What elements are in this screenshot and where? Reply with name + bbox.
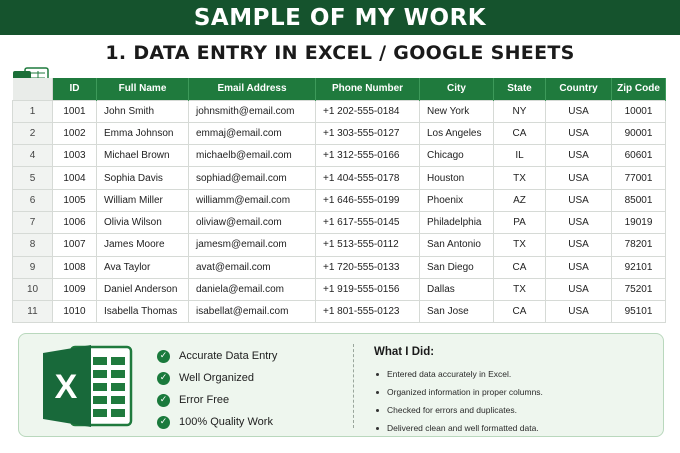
what-i-did-text: Checked for errors and duplicates. [387, 405, 517, 415]
cell-phone[interactable]: +1 303-555-0127 [316, 122, 420, 144]
feature-item [157, 345, 277, 367]
feature-label: Error Free [179, 394, 230, 406]
cell-phone[interactable]: +1 919-555-0156 [316, 278, 420, 300]
what-i-did-title: What I Did: [374, 346, 435, 358]
table-row [13, 122, 666, 144]
cell-phone[interactable]: +1 646-555-0199 [316, 189, 420, 211]
cell-city[interactable]: Los Angeles [420, 122, 494, 144]
cell-email[interactable]: michaelb@email.com [189, 145, 316, 167]
cell-country[interactable]: USA [546, 301, 612, 323]
row-number[interactable]: 4 [13, 145, 53, 167]
cell-country[interactable]: USA [546, 256, 612, 278]
cell-id[interactable]: 1006 [53, 211, 97, 233]
cell-id[interactable]: 1009 [53, 278, 97, 300]
row-number[interactable]: 11 [13, 301, 53, 323]
cell-phone[interactable]: +1 404-555-0178 [316, 167, 420, 189]
what-i-did-item [374, 365, 543, 383]
row-number[interactable]: 7 [13, 211, 53, 233]
row-number[interactable]: 8 [13, 234, 53, 256]
checkmark-icon: ✓ [157, 372, 170, 385]
table-row [13, 100, 666, 122]
cell-country[interactable]: USA [546, 145, 612, 167]
column-header-email[interactable]: Email Address [189, 78, 316, 100]
cell-state[interactable]: NY [494, 100, 546, 122]
data-table [12, 78, 666, 323]
cell-city[interactable]: San Jose [420, 301, 494, 323]
cell-state[interactable]: TX [494, 234, 546, 256]
cell-state[interactable]: PA [494, 211, 546, 233]
row-number[interactable]: 5 [13, 167, 53, 189]
cell-state[interactable]: CA [494, 301, 546, 323]
cell-phone[interactable]: +1 801-555-0123 [316, 301, 420, 323]
cell-email[interactable]: isabellat@email.com [189, 301, 316, 323]
cell-country[interactable]: USA [546, 167, 612, 189]
cell-full-name[interactable]: Isabella Thomas [97, 301, 189, 323]
row-number[interactable]: 10 [13, 278, 53, 300]
feature-item [157, 389, 277, 411]
cell-email[interactable]: jamesm@email.com [189, 234, 316, 256]
cell-zip[interactable]: 85001 [612, 189, 666, 211]
cell-country[interactable]: USA [546, 234, 612, 256]
what-i-did-text: Entered data accurately in Excel. [387, 369, 512, 379]
cell-state[interactable]: CA [494, 256, 546, 278]
cell-state[interactable]: TX [494, 278, 546, 300]
cell-full-name[interactable]: John Smith [97, 100, 189, 122]
cell-full-name[interactable]: James Moore [97, 234, 189, 256]
table-row [13, 234, 666, 256]
cell-id[interactable]: 1003 [53, 145, 97, 167]
cell-city[interactable]: Chicago [420, 145, 494, 167]
bullet-icon [376, 409, 379, 412]
row-number[interactable]: 6 [13, 189, 53, 211]
cell-email[interactable]: avat@email.com [189, 256, 316, 278]
checkmark-icon: ✓ [157, 416, 170, 429]
cell-phone[interactable]: +1 513-555-0112 [316, 234, 420, 256]
column-header-id[interactable]: ID [53, 78, 97, 100]
table-row [13, 211, 666, 233]
feature-item [157, 411, 277, 433]
cell-id[interactable]: 1004 [53, 167, 97, 189]
table-row [13, 167, 666, 189]
cell-full-name[interactable]: Olivia Wilson [97, 211, 189, 233]
cell-email[interactable]: daniela@email.com [189, 278, 316, 300]
what-i-did-item [374, 419, 543, 437]
what-i-did-section [374, 346, 543, 437]
cell-zip[interactable]: 60601 [612, 145, 666, 167]
cell-city[interactable]: Phoenix [420, 189, 494, 211]
cell-zip[interactable]: 77001 [612, 167, 666, 189]
header-banner [0, 0, 680, 35]
cell-country[interactable]: USA [546, 100, 612, 122]
what-i-did-text: Organized information in proper columns. [387, 387, 543, 397]
cell-country[interactable]: USA [546, 278, 612, 300]
cell-zip[interactable]: 75201 [612, 278, 666, 300]
cell-email[interactable]: emmaj@email.com [189, 122, 316, 144]
column-header-zip[interactable]: Zip Code [612, 78, 666, 100]
cell-phone[interactable]: +1 617-555-0145 [316, 211, 420, 233]
section-title: 1. DATA ENTRY IN EXCEL / GOOGLE SHEETS [105, 42, 575, 64]
cell-zip[interactable]: 19019 [612, 211, 666, 233]
cell-city[interactable]: Houston [420, 167, 494, 189]
cell-email[interactable]: williamm@email.com [189, 189, 316, 211]
checkmark-icon: ✓ [157, 350, 170, 363]
cell-id[interactable]: 1007 [53, 234, 97, 256]
cell-country[interactable]: USA [546, 211, 612, 233]
cell-full-name[interactable]: Daniel Anderson [97, 278, 189, 300]
row-number[interactable]: 1 [13, 100, 53, 122]
cell-state[interactable]: CA [494, 122, 546, 144]
cell-city[interactable]: Dallas [420, 278, 494, 300]
table-row [13, 278, 666, 300]
banner-title: SAMPLE OF MY WORK [193, 4, 487, 31]
what-i-did-text: Delivered clean and well formatted data. [387, 423, 539, 433]
table-row [13, 189, 666, 211]
cell-zip[interactable]: 78201 [612, 234, 666, 256]
cell-state[interactable]: AZ [494, 189, 546, 211]
what-i-did-item [374, 401, 543, 419]
cell-full-name[interactable]: Michael Brown [97, 145, 189, 167]
cell-full-name[interactable]: Sophia Davis [97, 167, 189, 189]
column-header-full-name[interactable]: Full Name [97, 78, 189, 100]
data-table-container [12, 78, 665, 323]
cell-id[interactable]: 1002 [53, 122, 97, 144]
cell-country[interactable]: USA [546, 122, 612, 144]
cell-zip[interactable]: 10001 [612, 100, 666, 122]
cell-city[interactable]: San Antonio [420, 234, 494, 256]
cell-full-name[interactable]: William Miller [97, 189, 189, 211]
cell-id[interactable]: 1010 [53, 301, 97, 323]
table-row [13, 256, 666, 278]
cell-city[interactable]: San Diego [420, 256, 494, 278]
feature-item [157, 367, 277, 389]
bullet-icon [376, 427, 379, 430]
cell-phone[interactable]: +1 312-555-0166 [316, 145, 420, 167]
cell-id[interactable]: 1001 [53, 100, 97, 122]
cell-state[interactable]: IL [494, 145, 546, 167]
cell-country[interactable]: USA [546, 189, 612, 211]
cell-email[interactable]: johnsmith@email.com [189, 100, 316, 122]
feature-list [157, 345, 277, 433]
checkmark-icon: ✓ [157, 394, 170, 407]
cell-full-name[interactable]: Emma Johnson [97, 122, 189, 144]
cell-email[interactable]: oliviaw@email.com [189, 211, 316, 233]
column-header-city[interactable]: City [420, 78, 494, 100]
row-number[interactable]: 2 [13, 122, 53, 144]
what-i-did-item [374, 383, 543, 401]
table-header-row [13, 78, 666, 100]
bullet-icon [376, 391, 379, 394]
cell-zip[interactable]: 90001 [612, 122, 666, 144]
cell-id[interactable]: 1008 [53, 256, 97, 278]
row-number-header [13, 78, 53, 100]
dashed-divider [353, 344, 354, 428]
table-row [13, 145, 666, 167]
cell-city[interactable]: Philadelphia [420, 211, 494, 233]
cell-full-name[interactable]: Ava Taylor [97, 256, 189, 278]
column-header-state[interactable]: State [494, 78, 546, 100]
cell-zip[interactable]: 92101 [612, 256, 666, 278]
cell-email[interactable]: sophiad@email.com [189, 167, 316, 189]
cell-phone[interactable]: +1 720-555-0133 [316, 256, 420, 278]
feature-label: Well Organized [179, 372, 254, 384]
summary-panel [18, 333, 664, 437]
bullet-icon [376, 373, 379, 376]
feature-label: Accurate Data Entry [179, 350, 278, 362]
table-row [13, 301, 666, 323]
cell-phone[interactable]: +1 202-555-0184 [316, 100, 420, 122]
excel-large-logo-icon [41, 343, 133, 429]
row-number[interactable]: 9 [13, 256, 53, 278]
cell-state[interactable]: TX [494, 167, 546, 189]
column-header-phone[interactable]: Phone Number [316, 78, 420, 100]
column-header-country[interactable]: Country [546, 78, 612, 100]
cell-id[interactable]: 1005 [53, 189, 97, 211]
cell-zip[interactable]: 95101 [612, 301, 666, 323]
excel-large-logo-letter: X [54, 368, 78, 406]
feature-label: 100% Quality Work [179, 416, 273, 428]
cell-city[interactable]: New York [420, 100, 494, 122]
